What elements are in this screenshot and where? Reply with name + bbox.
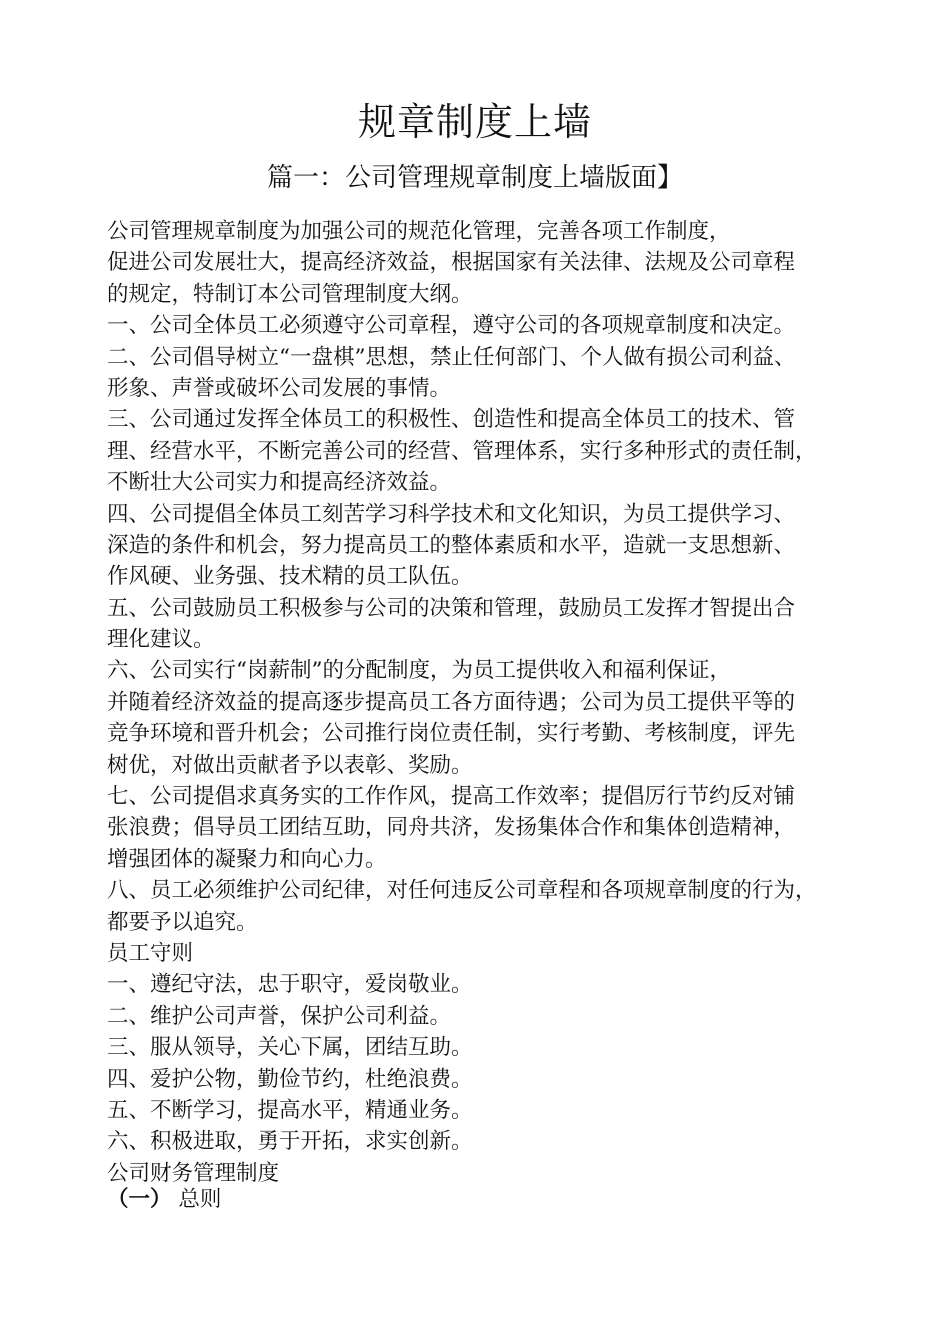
body-line: 三、服从领导，关心下属，团结互助。 bbox=[107, 1035, 473, 1061]
body-line: 深造的条件和机会，努力提高员工的整体素质和水平，造就一支思想新、 bbox=[107, 532, 796, 558]
body-line: 树优，对做出贡献者予以表彰、奖励。 bbox=[107, 752, 473, 778]
section-heading-employee-rules: 员工守则 bbox=[107, 940, 194, 966]
body-line: 五、公司鼓励员工积极参与公司的决策和管理，鼓励员工发挥才智提出合 bbox=[107, 595, 796, 621]
body-line: 六、积极进取，勇于开拓，求实创新。 bbox=[107, 1129, 473, 1155]
body-line: 并随着经济效益的提高逐步提高员工各方面待遇；公司为员工提供平等的 bbox=[107, 689, 796, 715]
body-line: 增强团体的凝聚力和向心力。 bbox=[107, 846, 387, 872]
body-line: 理、经营水平，不断完善公司的经营、管理体系，实行多种形式的责任制， bbox=[107, 438, 817, 464]
body-line: 形象、声誉或破坏公司发展的事情。 bbox=[107, 375, 452, 401]
body-line: 四、公司提倡全体员工刻苦学习科学技术和文化知识，为员工提供学习、 bbox=[107, 501, 796, 527]
subsection-heading bbox=[107, 1184, 221, 1215]
body-line: 六、公司实行“岗薪制”的分配制度，为员工提供收入和福利保证， bbox=[107, 658, 731, 684]
subsection-number: （一） bbox=[107, 1187, 172, 1212]
document-body bbox=[107, 216, 867, 1189]
body-line: 都要予以追究。 bbox=[107, 909, 258, 935]
body-line: 一、遵纪守法，忠于职守，爱岗敬业。 bbox=[107, 972, 473, 998]
body-line: 张浪费；倡导员工团结互助，同舟共济，发扬集体合作和集体创造精神， bbox=[107, 815, 796, 841]
body-line: 五、不断学习，提高水平，精通业务。 bbox=[107, 1097, 473, 1123]
body-line: 促进公司发展壮大，提高经济效益，根据国家有关法律、法规及公司章程 bbox=[107, 250, 796, 276]
body-line: 公司管理规章制度为加强公司的规范化管理，完善各项工作制度， bbox=[107, 219, 731, 244]
document-subtitle: 篇一：公司管理规章制度上墙版面】 bbox=[266, 163, 683, 193]
body-line: 竞争环境和晋升机会；公司推行岗位责任制，实行考勤、考核制度，评先 bbox=[107, 721, 796, 747]
subsection-label: 总则 bbox=[178, 1187, 222, 1212]
body-line: 不断壮大公司实力和提高经济效益。 bbox=[107, 470, 452, 496]
body-line: 理化建议。 bbox=[107, 627, 215, 653]
document-title: 规章制度上墙 bbox=[357, 100, 592, 144]
body-line: 三、公司通过发挥全体员工的积极性、创造性和提高全体员工的技术、管 bbox=[107, 407, 796, 433]
body-line: 四、爱护公物，勤俭节约，杜绝浪费。 bbox=[107, 1066, 473, 1092]
body-line: 的规定，特制订本公司管理制度大纲。 bbox=[107, 281, 473, 307]
body-line: 作风硬、业务强、技术精的员工队伍。 bbox=[107, 564, 473, 590]
section-heading-finance: 公司财务管理制度 bbox=[107, 1160, 280, 1186]
body-line: 一、公司全体员工必须遵守公司章程，遵守公司的各项规章制度和决定。 bbox=[107, 313, 796, 339]
body-line: 八、员工必须维护公司纪律，对任何违反公司章程和各项规章制度的行为， bbox=[107, 878, 817, 904]
body-line: 二、公司倡导树立“一盘棋”思想，禁止任何部门、个人做有损公司利益、 bbox=[107, 344, 796, 370]
body-line: 二、维护公司声誉，保护公司利益。 bbox=[107, 1003, 452, 1029]
body-line: 七、公司提倡求真务实的工作作风，提高工作效率；提倡厉行节约反对铺 bbox=[107, 784, 796, 810]
